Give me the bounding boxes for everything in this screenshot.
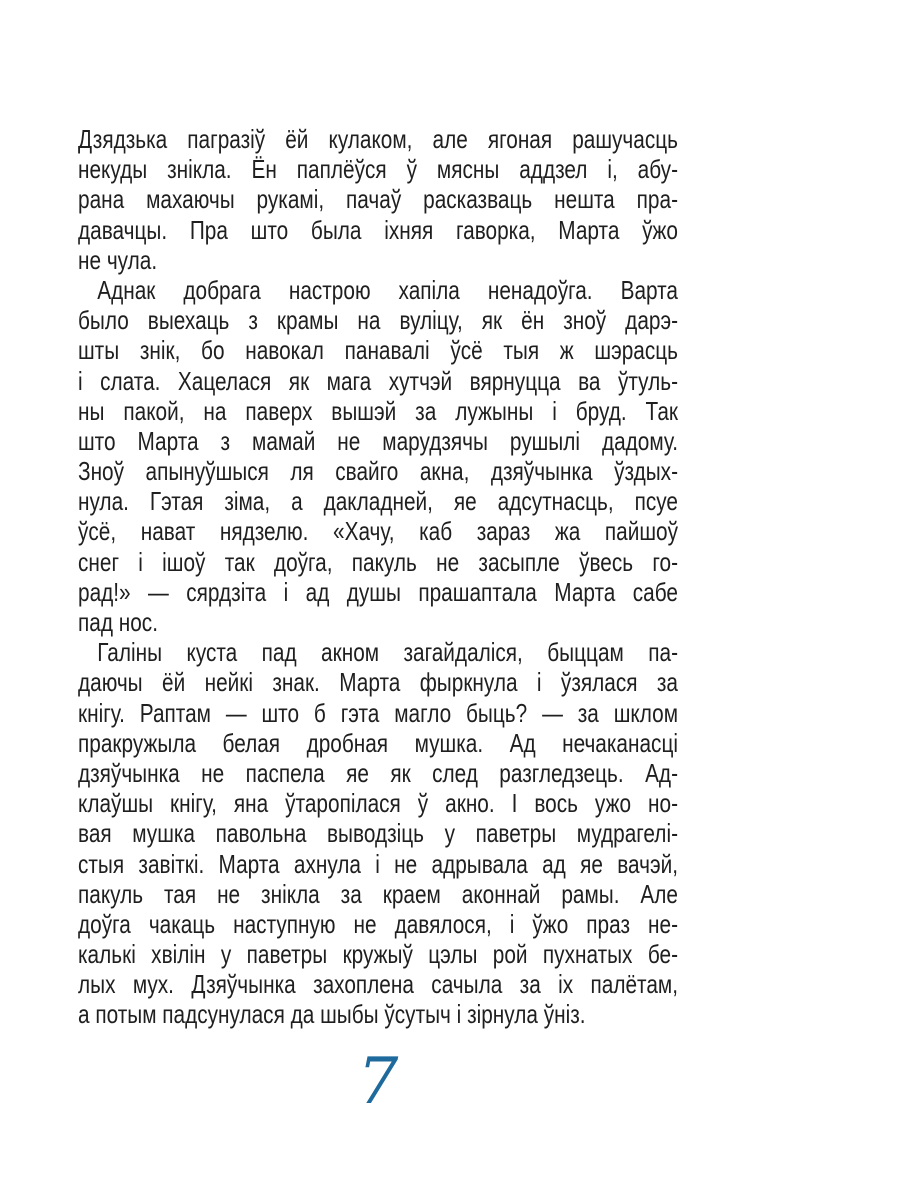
text-line: снег і ішоў так доўга, пакуль не засыпле ўвесь го-	[78, 546, 678, 577]
text-line: калькі хвілін у паветры кружыў цэлы рой пухнатых бе-	[78, 939, 678, 970]
text-line: лых мух. Дзяўчынка захоплена сачыла за іх палётам,	[78, 969, 678, 1000]
page-number: 7	[357, 1045, 399, 1119]
text-line: было выехаць з крамы на вуліцу, як ён зноў дарэ-	[78, 305, 678, 336]
text-line: ны пакой, на паверх вышэй за лужыны і бруд. Так	[78, 395, 678, 426]
text-line: некуды знікла. Ён паплёўся ў мясны аддзел і, абу-	[78, 154, 678, 185]
paragraph	[78, 637, 678, 1029]
text-line: доўга чакаць наступную не давялося, і ўжо праз не-	[78, 908, 678, 939]
text-line: Дзядзька пагразіў ёй кулаком, але ягоная рашучасць	[78, 124, 678, 154]
text-line: што Марта з мамай не марудзячы рушылі дадому.	[78, 425, 678, 456]
text-line: пракружыла белая дробная мушка. Ад нечаканасці	[78, 727, 678, 758]
text-line: Зноў апынуўшыся ля свайго акна, дзяўчынка ўздых-	[78, 456, 678, 487]
text-line: пакуль тая не знікла за краем аконнай рамы. Але	[78, 878, 678, 909]
text-line: Галіны куста пад акном загайдаліся, быццам па-	[97, 637, 678, 668]
text-line: рана махаючы рукамі, пачаў расказваць нешта пра-	[78, 184, 678, 215]
text-line: дзяўчынка не паспела яе як след разгледзець. Ад-	[78, 757, 678, 788]
text-line: а потым падсунулася да шыбы ўсутыч і зірнула ўніз.	[78, 999, 586, 1030]
text-line: рад!» — сярдзіта і ад душы прашаптала Марта сабе	[78, 576, 678, 607]
text-line: пад нос.	[78, 607, 158, 637]
text-line: ўсё, нават нядзелю. «Хачу, каб зараз жа пайшоў	[78, 516, 678, 547]
text-line: стыя завіткі. Марта ахнула і не адрывала ад яе вачэй,	[78, 848, 678, 879]
text-line: шты знік, бо навокал панавалі ўсё тыя ж шэрасць	[78, 335, 678, 366]
paragraph	[78, 124, 678, 275]
text-line: не чула.	[78, 244, 158, 275]
text-line: даючы ёй нейкі знак. Марта фыркнула і ўзялася за	[78, 667, 678, 698]
text-line: і слата. Хацелася як мага хутчэй вярнуцца ва ўтуль-	[78, 365, 678, 396]
text-line: вая мушка павольна выводзіць у паветры мудрагелі-	[78, 818, 678, 849]
text-line: клаўшы кнігу, яна ўтаропілася ў акно. І вось ужо но-	[78, 788, 678, 819]
text-line: кнігу. Раптам — што б гэта магло быць? — за шклом	[78, 697, 678, 728]
body-text	[78, 124, 678, 1030]
text-line: нула. Гэтая зіма, а дакладней, яе адсутнасць, псуе	[78, 486, 678, 517]
paragraph	[78, 275, 678, 637]
text-line: Аднак добрага настрою хапіла ненадоўга. Варта	[97, 274, 678, 305]
text-line: давачцы. Пра што была іхняя гаворка, Марта ўжо	[78, 214, 678, 245]
